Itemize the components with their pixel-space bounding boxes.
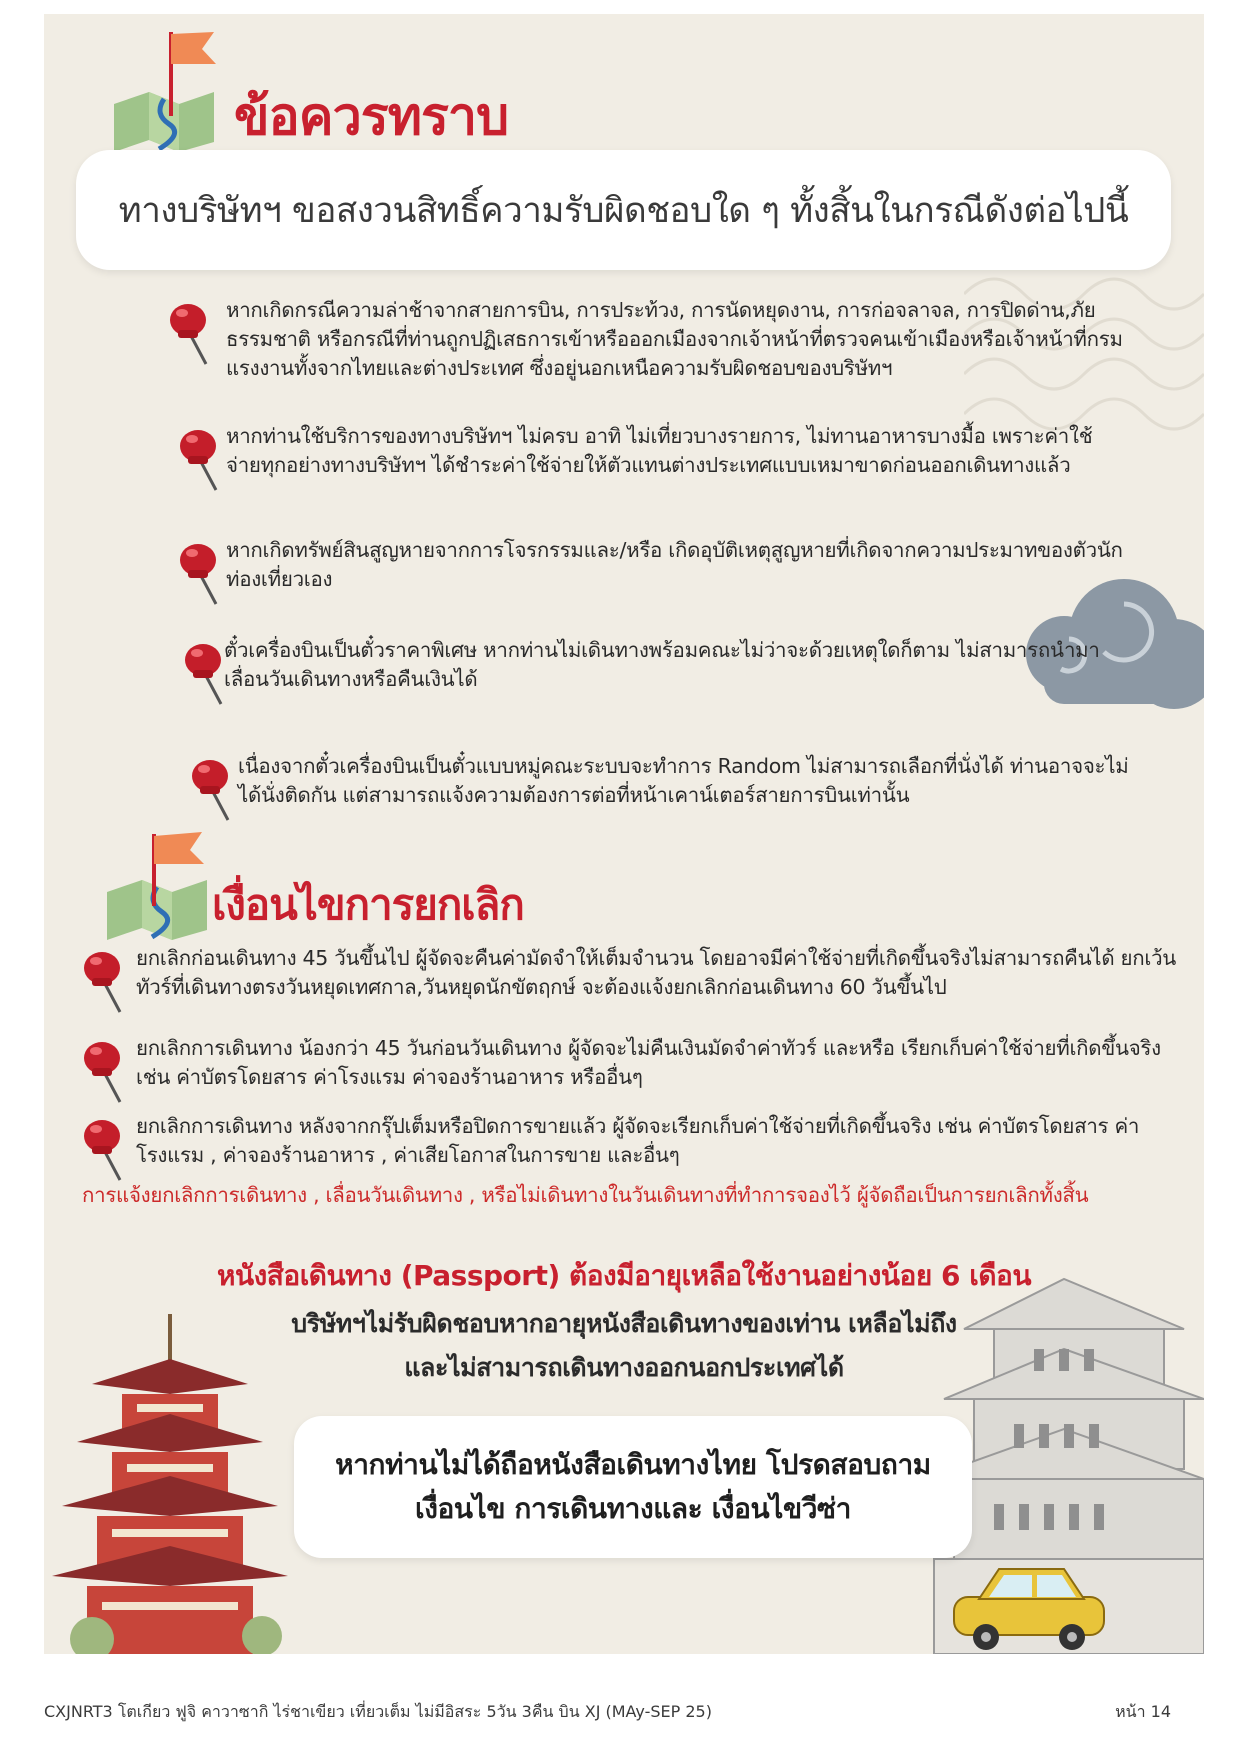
notice-text: เนื่องจากตั๋วเครื่องบินเป็นตั๋วแบบหมู่คณะระบบจะทำการ Random ไม่สามารถเลือกที่นั่งได้ ท่านอาจจะไม่ได้นั่งติดกัน แต่สามารถแจ้งความต้องการต่อที่หน้าเคาน์เตอร์สายการบินเท่านั้น [238, 754, 1129, 807]
notice-item [179, 636, 1164, 706]
footer-page-number: หน้า 14 [1115, 1702, 1171, 1721]
pushpin-icon [78, 944, 130, 1014]
map-flag-icon [102, 822, 222, 952]
page-title: ข้อควรทราบ [234, 87, 509, 147]
cancellation-title: เงื่อนไขการยกเลิก [212, 880, 524, 929]
notice-item [186, 752, 1166, 822]
cancellation-item [78, 1034, 1188, 1104]
notice-text: หากเกิดทรัพย์สินสูญหายจากการโจรกรรมและ/หรือ เกิดอุบัติเหตุสูญหายที่เกิดจากความประมาทของตัวนักท่องเที่ยวเอง [226, 538, 1123, 591]
cancellation-text: ยกเลิกการเดินทาง น้องกว่า 45 วันก่อนวันเดินทาง ผู้จัดจะไม่คืนเงินมัดจำค่าทัวร์ และหรือ เรียกเก็บค่าใช้จ่ายที่เกิดขึ้นจริง เช่น ค่าบัตรโดยสาร ค่าโรงแรม ค่าจองร้านอาหาร หรืออื่นๆ [136, 1036, 1161, 1089]
pushpin-icon [78, 1034, 130, 1104]
pushpin-icon [78, 1112, 130, 1182]
notice-text: หากเกิดกรณีความล่าช้าจากสายการบิน, การประท้วง, การนัดหยุดงาน, การก่อจลาจล, การปิดด่าน,ภัยธรรมชาติ หรือกรณีที่ท่านถูกปฏิเสธการเข้าหรือออกเมืองจากเจ้าหน้าที่ตรวจคนเข้าเมืองหรือเจ้าหน้าที่กรมแรงงานทั้งจากไทยและต่างประเทศ ซึ่งอยู่นอกเหนือความรับผิดชอบของบริษัทฯ [226, 298, 1123, 380]
cancellation-item [78, 1112, 1188, 1182]
car-illustration [944, 1559, 1114, 1654]
visa-notice-line-1: หากท่านไม่ได้ถือหนังสือเดินทางไทย โปรดสอบถาม [335, 1448, 931, 1481]
pushpin-icon [186, 752, 238, 822]
visa-notice-box [294, 1416, 972, 1558]
passport-headline: หนังสือเดินทาง (Passport) ต้องมีอายุเหลือใช้งานอย่างน้อย 6 เดือน [217, 1259, 1031, 1292]
page-panel [44, 14, 1204, 1654]
cancellation-note: การแจ้งยกเลิกการเดินทาง , เลื่อนวันเดินทาง , หรือไม่เดินทางในวันเดินทางที่ทำการจองไว้ ผู้จัดถือเป็นการยกเลิกทั้งสิ้น [82, 1183, 1089, 1207]
notice-item [174, 422, 1164, 492]
map-flag-icon [104, 24, 224, 154]
cancellation-text: ยกเลิกการเดินทาง หลังจากกรุ๊ปเต็มหรือปิดการขายแล้ว ผู้จัดจะเรียกเก็บค่าใช้จ่ายที่เกิดขึ้นจริง เช่น ค่าบัตรโดยสาร ค่าโรงแรม , ค่าจองร้านอาหาร , ค่าเสียโอกาสในการขาย และอื่นๆ [136, 1114, 1140, 1167]
pushpin-icon [174, 536, 226, 606]
footer-program: CXJNRT3 โตเกียว ฟูจิ คาวาซากิ ไร่ชาเขียว เที่ยวเต็ม ไม่มีอิสระ 5วัน 3คืน บิน XJ (MAy-SEP 25) [44, 1702, 712, 1721]
visa-notice-line-2: เงื่อนไข การเดินทางและ เงื่อนไขวีซ่า [415, 1492, 851, 1525]
cancellation-text: ยกเลิกก่อนเดินทาง 45 วันขึ้นไป ผู้จัดจะคืนค่ามัดจำให้เต็มจำนวน โดยอาจมีค่าใช้จ่ายที่เกิดขึ้นจริงไม่สามารถคืนได้ ยกเว้นทัวร์ที่เดินทางตรงวันหยุดเทศกาล,วันหยุดนักขัตฤกษ์ จะต้องแจ้งยกเลิกก่อนเดินทาง 60 วันขึ้นไป [136, 946, 1177, 999]
subtitle-text: ทางบริษัทฯ ขอสงวนสิทธิ์ความรับผิดชอบใด ๆ ทั้งสิ้นในกรณีดังต่อไปนี้ [118, 190, 1129, 231]
subtitle-banner [76, 150, 1171, 270]
cancellation-item [78, 944, 1188, 1014]
notice-text: ตั๋วเครื่องบินเป็นตั๋วราคาพิเศษ หากท่านไม่เดินทางพร้อมคณะไม่ว่าจะด้วยเหตุใดก็ตาม ไม่สามารถนำมาเลื่อนวันเดินทางหรือคืนเงินได้ [224, 638, 1100, 691]
notice-item [164, 296, 1164, 383]
passport-line-2: และไม่สามารถเดินทางออกนอกประเทศได้ [404, 1353, 844, 1382]
pushpin-icon [164, 296, 216, 366]
notice-item [174, 536, 1164, 606]
pushpin-icon [174, 422, 226, 492]
notice-text: หากท่านใช้บริการของทางบริษัทฯ ไม่ครบ อาทิ ไม่เที่ยวบางรายการ, ไม่ทานอาหารบางมื้อ เพราะค่าใช้จ่ายทุกอย่างทางบริษัทฯ ได้ชำระค่าใช้จ่ายให้ตัวแทนต่างประเทศแบบเหมาขาดก่อนออกเดินทางแล้ว [226, 424, 1093, 477]
passport-line-1: บริษัทฯไม่รับผิดชอบหากอายุหนังสือเดินทางของเท่าน เหลือไม่ถึง [291, 1309, 957, 1338]
